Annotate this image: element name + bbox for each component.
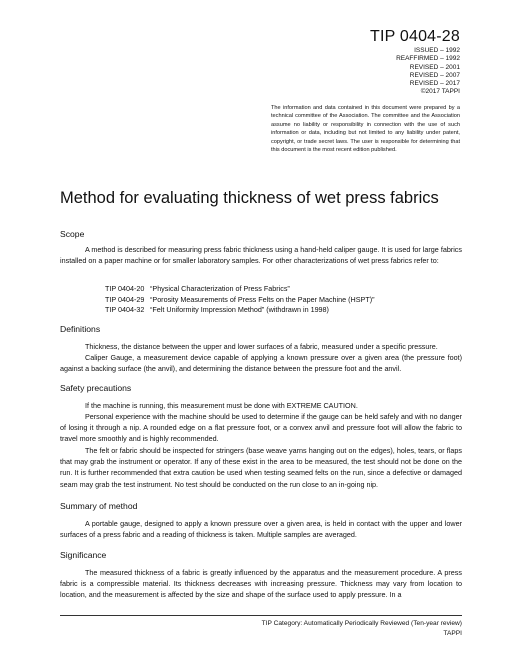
history-reaffirmed: REAFFIRMED – 1992: [396, 55, 460, 63]
significance-heading: Significance: [60, 550, 107, 560]
footer-organization: TAPPI: [443, 630, 462, 637]
significance-paragraph: The measured thickness of a fabric is greatly influenced by the apparatus and the measurement procedure. A press fabric is a compressible material. Its thickness decreases with increasing pressure. Thickness may vary from location to location, and the measurement is affected by the size and shape of the surface used to apply pressure. In a: [60, 568, 462, 600]
footer-category: TIP Category: Automatically Periodically Reviewed (Ten-year review): [261, 620, 462, 627]
definition-thickness: Thickness, the distance between the upper and lower surfaces of a fabric, measured under a specific pressure.: [85, 342, 438, 351]
reference-title: “Porosity Measurements of Press Felts on the Paper Machine (HSPT)”: [150, 294, 375, 304]
reference-item: [105, 305, 375, 316]
reference-item: [105, 284, 375, 295]
history-revised-2017: REVISED – 2017: [409, 80, 460, 88]
history-revised-2007: REVISED – 2007: [409, 71, 460, 79]
reference-item: [105, 295, 375, 306]
reference-title: “Physical Characterization of Press Fabrics”: [150, 284, 290, 293]
summary-paragraph: A portable gauge, designed to apply a known pressure over a given area, is held in contact with the upper and lower surfaces of a press fabric and a reading of thickness is taken. Multiple samples are averaged.: [60, 519, 462, 540]
safety-paragraph-caution: If the machine is running, this measurement must be done with EXTREME CAUTION.: [85, 401, 358, 410]
safety-paragraph-experience: Personal experience with the machine should be used to determine if the gauge can be held safely and with no danger of losing it through a nip. A rounded edge on a flat pressure foot, or a convex anvil and pressure foot will allow the fabric to travel more smoothly and is highly recommended.: [60, 412, 462, 444]
reference-code: TIP 0404-32: [105, 305, 145, 315]
reference-code: TIP 0404-20: [105, 284, 145, 293]
tip-number: TIP 0404-28: [370, 28, 460, 45]
definition-caliper-gauge: Caliper Gauge, a measurement device capable of applying a known pressure over a given area (the pressure foot) against a backing surface (the anvil), and determining the distance between the pressure foot and the anvil.: [60, 353, 462, 374]
definitions-heading: Definitions: [60, 324, 101, 334]
reference-list: [105, 284, 375, 316]
copyright: ©2017 TAPPI: [420, 88, 460, 96]
reference-code: TIP 0404-29: [105, 294, 145, 304]
safety-heading: Safety precautions: [60, 383, 132, 393]
scope-heading: Scope: [60, 229, 85, 239]
footer-divider: [60, 615, 462, 616]
scope-paragraph: A method is described for measuring press fabric thickness using a hand-held caliper gauge. It is used for large fabrics installed on a paper machine or for smaller laboratory samples. For other characterizations of wet press fabrics refer to:: [60, 245, 462, 266]
history-revised-2001: REVISED – 2001: [409, 63, 460, 71]
document-title: Method for evaluating thickness of wet press fabrics: [60, 189, 439, 207]
history-issued: ISSUED – 1992: [414, 47, 460, 54]
summary-heading: Summary of method: [60, 501, 138, 511]
revision-history: [396, 47, 460, 97]
disclaimer-text: The information and data contained in this document were prepared by a technical committee of the Association. The committee and the Association assume no liability or responsibility in connection with the use of such information or data, including but not limited to any liability under patent, copyright, or trade secret laws. The user is responsible for determining that this document is the most recent edition published.: [271, 105, 460, 154]
reference-title: “Felt Uniformity Impression Method” (withdrawn in 1998): [150, 305, 329, 315]
safety-paragraph-inspection: The felt or fabric should be inspected for stringers (base weave yarns hanging out on the edges), holes, tears, or flaps that may grab the instrument or operator. If any of these exist in the area to be measured, the test should not be done on the run. It is further recommended that extra caution be used when testing seamed felts on the run, since a defective or damaged seam may grab the test instrument. No test should be conducted on the run close to an in-going nip.: [60, 446, 462, 489]
